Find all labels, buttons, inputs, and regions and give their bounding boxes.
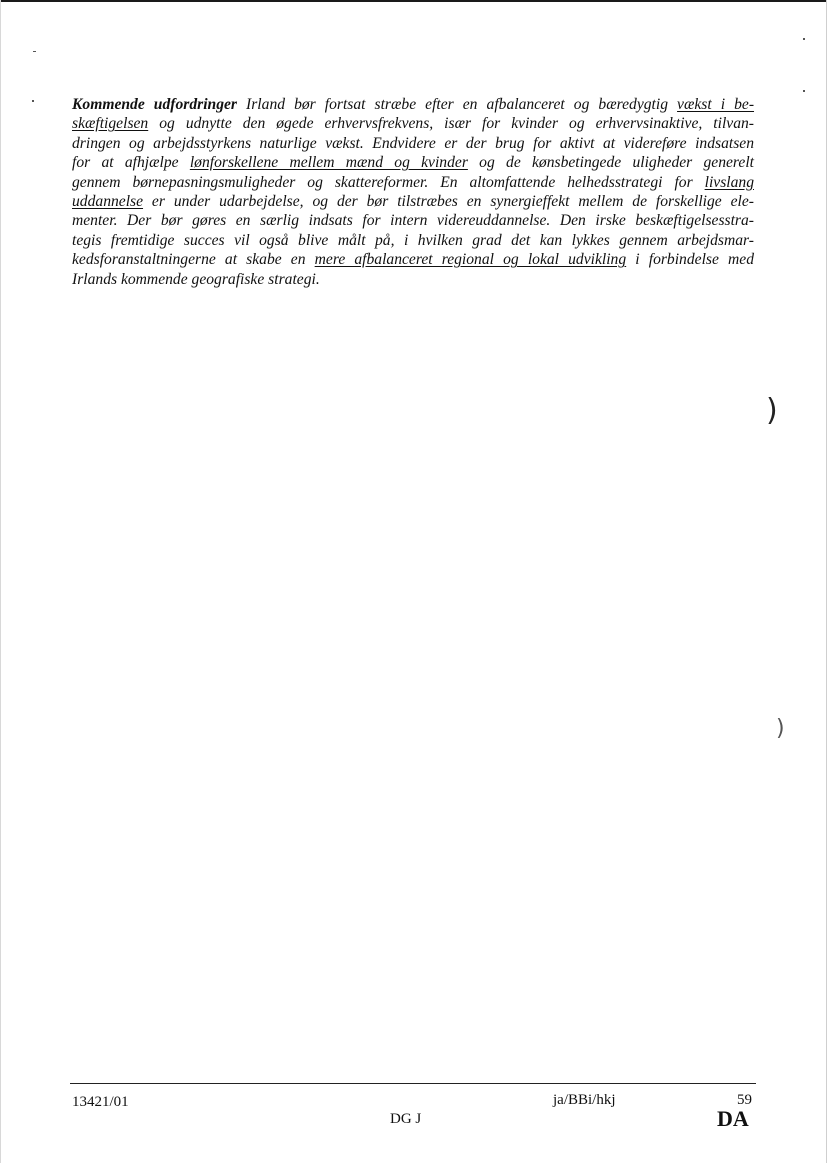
underlined-emphasis: lønforskellene mellem mænd og kvinder bbox=[189, 154, 468, 172]
text-run: dringen og arbejdsstyrkens naturlige vækst. Endvidere er der brug for aktivt at videreføre indsatsen bbox=[72, 134, 754, 152]
text-run: gennem børnepasningsmuligheder og skattereformer. En altomfattende helhedsstrategi for bbox=[72, 173, 705, 191]
paragraph-line bbox=[72, 231, 754, 250]
scan-bracket-mark: ) bbox=[766, 393, 778, 428]
text-run: er under udarbejdelse, og der bør tilstræbes en synergieffekt mellem de forskellige ele- bbox=[143, 193, 754, 211]
text-run: og de kønsbetingede uligheder generelt bbox=[467, 154, 755, 172]
text-run: Irlands kommende geografiske strategi. bbox=[72, 270, 320, 288]
paragraph-line bbox=[72, 114, 754, 133]
underlined-emphasis: livslang bbox=[704, 173, 754, 191]
text-run: menter. Der bør gøres en særlig indsats for intern videreuddannelse. Den irske beskæftigelsesstra- bbox=[72, 212, 754, 230]
underlined-emphasis: uddannelse bbox=[72, 193, 144, 211]
body-paragraph bbox=[72, 95, 754, 289]
scan-speck bbox=[803, 90, 805, 92]
paragraph-line bbox=[72, 134, 754, 153]
paragraph-line bbox=[72, 153, 754, 172]
underlined-emphasis: mere afbalanceret regional og lokal udvikling bbox=[314, 251, 627, 269]
scan-speck bbox=[32, 100, 34, 102]
text-run: for at afhjælpe bbox=[72, 154, 190, 172]
text-run: kedsforanstaltningerne at skabe en bbox=[72, 251, 315, 269]
underlined-emphasis: skæftigelsen bbox=[72, 115, 149, 133]
scan-bracket-mark: ) bbox=[776, 716, 785, 741]
footer-rule bbox=[70, 1083, 756, 1084]
footer-dg: DG J bbox=[390, 1111, 422, 1127]
scan-speck bbox=[803, 38, 805, 40]
paragraph-line bbox=[72, 250, 754, 269]
paragraph-line bbox=[72, 211, 754, 230]
footer-initials: ja/BBi/hkj bbox=[553, 1092, 616, 1108]
paragraph-line bbox=[72, 95, 754, 114]
scan-speck bbox=[33, 51, 36, 52]
paragraph-line bbox=[72, 173, 754, 192]
footer-language: DA bbox=[717, 1106, 749, 1131]
footer-page-number: 59 bbox=[737, 1092, 752, 1108]
footer-doc-number: 13421/01 bbox=[72, 1094, 129, 1110]
text-run: og udnytte den øgede erhvervsfrekvens, især for kvinder og erhvervsinaktive, tilvan- bbox=[148, 115, 754, 133]
text-run: i forbindelse med bbox=[626, 251, 754, 269]
text-run: tegis fremtidige succes vil også blive målt på, i hvilken grad det kan lykkes gennem arbejdsmar- bbox=[72, 231, 754, 249]
text-run: Irland bør fortsat stræbe efter en afbalanceret og bæredygtig bbox=[246, 96, 678, 113]
underlined-emphasis: vækst i be- bbox=[677, 96, 755, 113]
paragraph-line bbox=[72, 192, 754, 211]
section-heading: Kommende udfordringer bbox=[72, 96, 237, 113]
page-left-edge bbox=[0, 0, 1, 1163]
paragraph-line bbox=[72, 270, 754, 289]
page-top-border bbox=[0, 0, 827, 2]
